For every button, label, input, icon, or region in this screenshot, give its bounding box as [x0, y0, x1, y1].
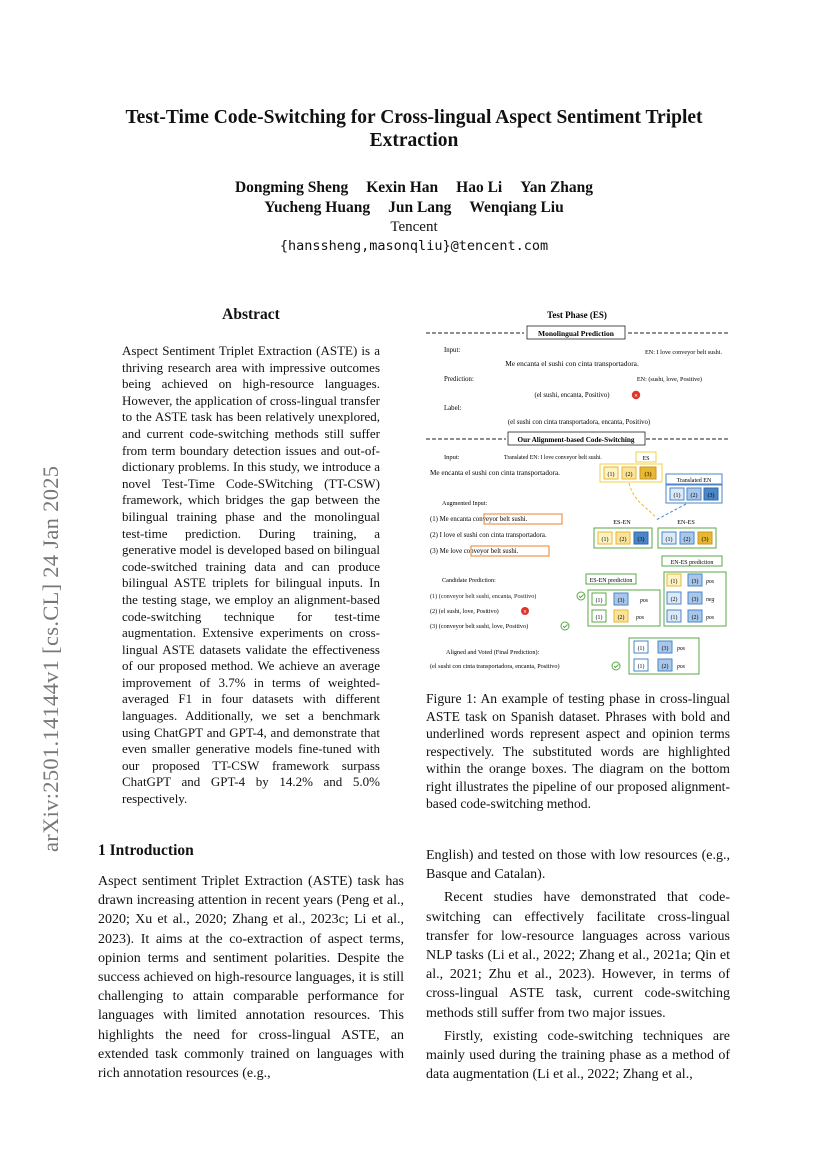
- span-label: (2): [691, 615, 699, 621]
- en-prediction: EN: (sushi, love, Positive): [636, 376, 702, 383]
- figure-diagram: [424, 308, 730, 683]
- es-prediction: (el sushi, encanta, Positivo): [534, 392, 610, 399]
- abstract-body: Aspect Sentiment Triplet Extraction (ASTE) is a thriving research area with impressive outcomes being achieved on high-resource languages. However, the application of cross-lingual transfer to the ASTE task has been relatively unexplored, and current code-switching methods still suffer from term boundary detection issues and out-of-dictionary problems. In this study, we introduce a novel Test-Time Code-SWitching (TT-CSW) framework, which bridges the gap between the bilingual training phase and the monolingual test-time prediction. During training, a generative model is developed based on bilingual code-switched training data and can produce bilingual ASTE triplets for bilingual inputs. In the testing stage, we employ an alignment-based code-switching technique for test-time augmentation. Extensive experiments on cross-lingual ASTE datasets validate the effectiveness of our proposed method. We achieve an average improvement of 3.7% in terms of weighted-averaged F1 in four datasets with different languages. Additionally, we set a benchmark using ChatGPT and GPT-4, and demonstrate that even smaller generative models fine-tuned with our proposed TT-CSW framework surpass ChatGPT and GPT-4 by 14.2% and 5.0% respectively.: [122, 343, 380, 807]
- prediction-label: Prediction:: [444, 376, 474, 383]
- cand-2: (2) (el sushi, love, Positivo): [430, 608, 499, 615]
- span-label: (1): [637, 664, 645, 670]
- span-label: (3): [644, 472, 652, 478]
- author: Wenqiang Liu: [469, 199, 564, 216]
- paper-title: Test-Time Code-Switching for Cross-lingual Aspect Sentiment Triplet Extraction: [125, 107, 703, 151]
- aug-input-label: Augmented Input:: [442, 500, 488, 507]
- label-label: Label:: [444, 405, 462, 412]
- sentiment-pos: pos: [636, 615, 645, 621]
- span-label: (2): [661, 664, 669, 670]
- figure-1: [424, 308, 730, 683]
- sentiment-neg: neg: [706, 597, 715, 603]
- es-input: Me encanta el sushi con cinta transportadora.: [505, 359, 639, 368]
- section-heading: 1 Introduction: [98, 842, 194, 859]
- cand-3: (3) (conveyor belt sushi, love, Positivo): [430, 623, 529, 630]
- check-icon: [561, 622, 569, 630]
- translated-en-tag: Translated EN: [676, 478, 712, 484]
- paragraph: English) and tested on those with low resources (e.g., Basque and Catalan).: [426, 848, 730, 883]
- es-en-prediction: ES-EN prediction: [589, 578, 633, 584]
- final-label: Aligned and Voted (Final Prediction):: [446, 649, 540, 656]
- span-label: (1): [601, 537, 609, 543]
- input-label-2: Input:: [444, 454, 460, 461]
- author: Kexin Han: [366, 179, 439, 196]
- align-label: Our Alignment-based Code-Switching: [517, 436, 635, 444]
- cand-1: (1) (conveyor belt sushi, encanta, Positivo): [430, 593, 537, 600]
- span-label: (1): [665, 537, 673, 543]
- span-label: (1): [607, 472, 615, 478]
- span-label: (2): [625, 472, 633, 478]
- sentiment-pos: pos: [677, 664, 686, 670]
- intro-right-column: [426, 846, 730, 1084]
- span-label: (3): [707, 493, 715, 499]
- author: Hao Li: [456, 179, 503, 196]
- span-label: (3): [661, 646, 669, 652]
- figure-caption: Figure 1: An example of testing phase in cross-lingual ASTE task on Spanish dataset. Phrases with bold and underlined words represent aspect and opinion terms respectively. The substituted words are highlighted within the orange boxes. The diagram on the bottom right illustrates the pipeline of our proposed alignment-based code-switching method.: [426, 691, 730, 811]
- final-pred: (el sushi con cinta transportadora, encanta, Positivo): [430, 663, 560, 670]
- span-label: (1): [595, 598, 603, 604]
- span-label: (1): [595, 615, 603, 621]
- author: Dongming Sheng: [234, 179, 349, 196]
- es-input-2: Me encanta el sushi con cinta transportadora.: [430, 469, 560, 477]
- span-label: (3): [691, 597, 699, 603]
- es-tag: ES: [642, 456, 650, 462]
- check-icon: [612, 662, 620, 670]
- aug-1: (1) Me encanta conveyor belt sushi.: [430, 516, 528, 523]
- span-label: (1): [637, 646, 645, 652]
- abstract-heading: Abstract: [222, 306, 280, 323]
- en-es-tag: EN-ES: [677, 519, 695, 526]
- span-label: (3): [691, 579, 699, 585]
- author: Yucheng Huang: [264, 199, 371, 216]
- es-en-tag: ES-EN: [613, 519, 631, 526]
- author: Jun Lang: [388, 199, 452, 216]
- sentiment-pos: pos: [640, 598, 649, 604]
- author-row-1: [100, 178, 728, 198]
- arrow: [629, 483, 656, 518]
- intro-left-column: Aspect sentiment Triplet Extraction (ASTE) task has drawn increasing attention in recent years (Peng et al., 2020; Xu et al., 2020; Zhang et al., 2023c; Li et al., 2023). It aims at the co-extraction of aspect terms, opinion terms and sentiment polarities. Despite the success achieved on high-resource languages, it is still challenging to attain comparable performance for languages with limited annotation resources. This highlights the need for cross-lingual ASTE, an extended task commonly trained on languages with rich annotation resources (e.g.,: [98, 874, 404, 1082]
- sentiment-pos: pos: [706, 615, 715, 621]
- sentiment-pos: pos: [706, 579, 715, 585]
- input-label: Input:: [444, 347, 461, 354]
- span-label: (3): [637, 537, 645, 543]
- author-row-2: [100, 198, 728, 218]
- span-label: (2): [619, 537, 627, 543]
- check-icon: [577, 592, 585, 600]
- cand-label: Candidate Prediction:: [442, 577, 496, 584]
- aug-2: (2) I love el sushi con cinta transportadora.: [430, 532, 547, 539]
- span-label: (2): [670, 597, 678, 603]
- paragraph: Recent studies have demonstrated that code-switching can effectively facilitate cross-lingual transfer for low-resource languages across various NLP tasks (Li et al., 2022; Zhang et al., 2021a; Qin et al., 2021; Zhu et al., 2023). However, in terms of cross-lingual ASTE task, current code-switching methods still suffer from two major issues.: [426, 890, 730, 1021]
- author-list: [100, 178, 728, 218]
- svg-text:×: ×: [634, 392, 638, 400]
- mono-label: Monolingual Prediction: [538, 329, 614, 338]
- span-label: (1): [673, 493, 681, 499]
- span-label: (2): [683, 537, 691, 543]
- span-label: (1): [670, 615, 678, 621]
- email: {hanssheng,masonqliu}@tencent.com: [279, 238, 549, 254]
- arxiv-stamp: [18, 372, 63, 852]
- span-label: (3): [701, 537, 709, 543]
- es-label: (el sushi con cinta transportadora, encanta, Positivo): [507, 419, 651, 426]
- span-label: (2): [617, 615, 625, 621]
- arrow: [656, 504, 686, 520]
- author: Yan Zhang: [520, 179, 594, 196]
- span-label: (2): [690, 493, 698, 499]
- en-es-prediction: EN-ES prediction: [670, 560, 714, 566]
- affiliation: Tencent: [390, 219, 438, 235]
- span-label: (3): [617, 598, 625, 604]
- arxiv-id: arXiv:2501.14144v1 [cs.CL] 24 Jan 2025: [38, 465, 63, 852]
- aug-3: (3) Me love conveyor belt sushi.: [430, 548, 519, 555]
- paragraph: Firstly, existing code-switching techniques are mainly used during the training phase as a method of data augmentation (Li et al., 2022; Zhang et al.,: [426, 1028, 730, 1083]
- svg-text:×: ×: [523, 609, 527, 616]
- sentiment-pos: pos: [677, 646, 686, 652]
- translated-en-input: Translated EN: I love conveyor belt sushi.: [504, 455, 602, 461]
- span-label: (1): [670, 579, 678, 585]
- fig-title: Test Phase (ES): [547, 310, 607, 320]
- en-input: EN: I love conveyor belt sushi.: [645, 349, 722, 356]
